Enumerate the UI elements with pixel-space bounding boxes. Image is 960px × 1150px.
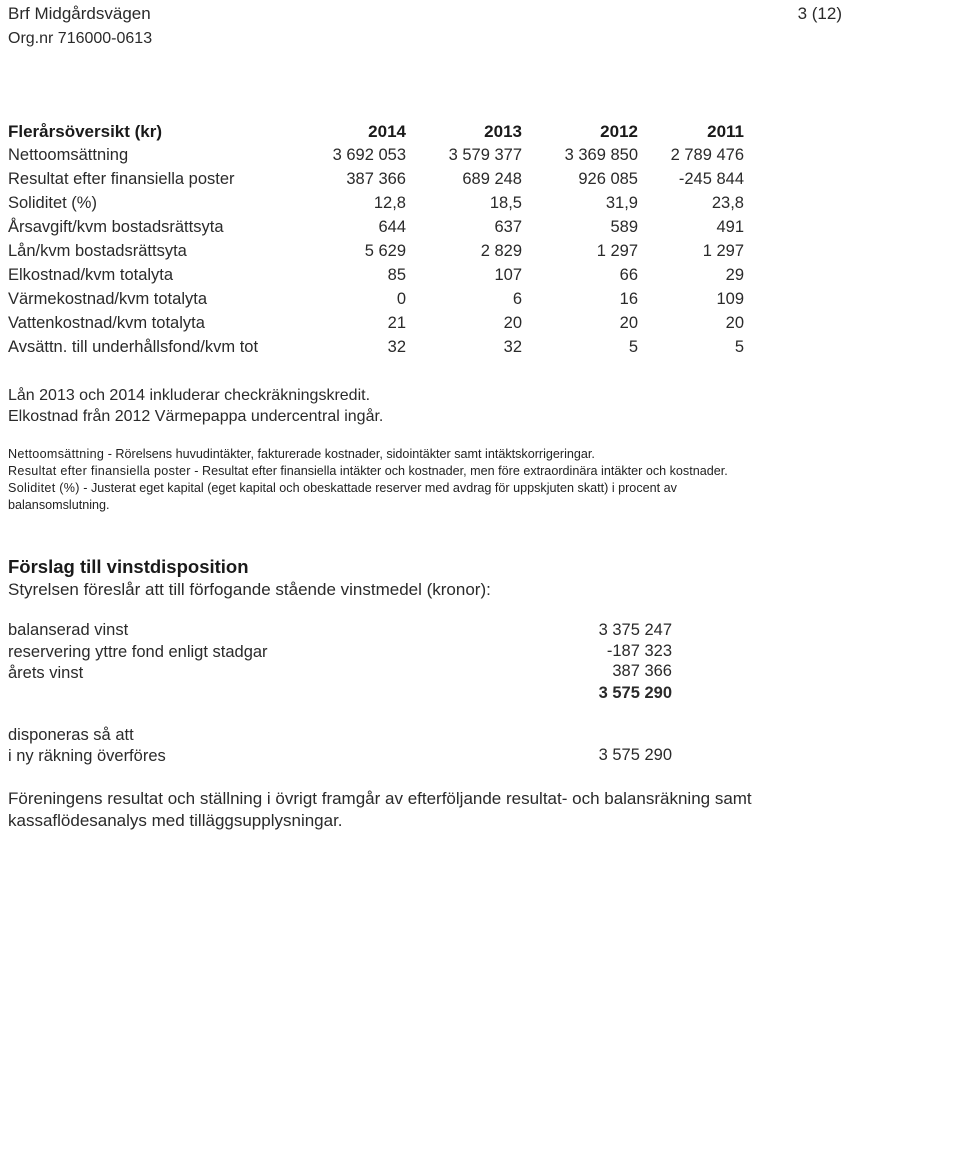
table-row	[8, 338, 748, 362]
cell-value: 0	[396, 290, 406, 308]
cell-value: 29	[725, 266, 744, 284]
cell-value: 12,8	[373, 194, 406, 212]
cell-value: 644	[378, 218, 406, 236]
cell-value: 21	[387, 314, 406, 332]
cell-value: 16	[619, 290, 638, 308]
org-number: Org.nr 716000-0613	[8, 30, 153, 47]
overview-title: Flerårsöversikt (kr)	[8, 122, 163, 141]
year-header: 2012	[600, 122, 638, 141]
closing-line: kassaflödesanalys med tilläggsupplysningar.	[8, 811, 343, 830]
disposed-label: disponeras så att	[8, 726, 134, 744]
allocation-label: reservering yttre fond enligt stadgar	[8, 643, 268, 661]
definition-line	[8, 463, 728, 480]
cell-value: 20	[503, 314, 522, 332]
allocation-total: 3 575 290	[598, 684, 672, 702]
cell-value: 20	[619, 314, 638, 332]
row-label: Årsavgift/kvm bostadsrättsyta	[8, 218, 224, 236]
cell-value: 109	[716, 290, 744, 308]
carried-forward-label: i ny räkning överföres	[8, 747, 166, 765]
cell-value: 1 297	[702, 242, 744, 260]
cell-value: 3 369 850	[564, 146, 638, 164]
cell-value: 3 579 377	[448, 146, 522, 164]
table-row	[8, 146, 748, 170]
allocation-amount: 387 366	[612, 662, 672, 680]
table-row	[8, 290, 748, 314]
association-name: Brf Midgårdsvägen	[8, 4, 151, 23]
definition-line	[8, 497, 110, 514]
cell-value: 5 629	[364, 242, 406, 260]
cell-value: 31,9	[605, 194, 638, 212]
cell-value: -245 844	[678, 170, 744, 188]
page-number: 3 (12)	[797, 4, 842, 23]
allocation-amount: -187 323	[606, 642, 672, 660]
table-row	[8, 194, 748, 218]
cell-value: 20	[725, 314, 744, 332]
cell-value: 23,8	[711, 194, 744, 212]
table-row	[8, 170, 748, 194]
allocation-amount: 3 375 247	[598, 621, 672, 639]
closing-line: Föreningens resultat och ställning i övrigt framgår av efterföljande resultat- och balansräkning samt	[8, 789, 752, 808]
section-title: Förslag till vinstdisposition	[8, 556, 249, 577]
cell-value: 3 692 053	[332, 146, 406, 164]
cell-value: 32	[387, 338, 406, 356]
row-label: Soliditet (%)	[8, 194, 97, 212]
definition-term: Resultat efter finansiella poster	[8, 464, 191, 478]
note-loans: Lån 2013 och 2014 inkluderar checkräkningskredit.	[8, 387, 371, 404]
cell-value: 6	[512, 290, 522, 308]
definition-line	[8, 480, 677, 497]
table-row	[8, 218, 748, 242]
definition-term: Soliditet (%)	[8, 481, 80, 495]
table-header-row	[8, 122, 748, 146]
definition-line	[8, 446, 595, 463]
table-row	[8, 266, 748, 290]
year-header: 2014	[368, 122, 406, 141]
row-label: Resultat efter finansiella poster	[8, 170, 235, 188]
cell-value: 66	[619, 266, 638, 284]
section-intro: Styrelsen föreslår att till förfogande stående vinstmedel (kronor):	[8, 580, 491, 599]
row-label: Vattenkostnad/kvm totalyta	[8, 314, 205, 332]
table-row	[8, 242, 748, 266]
cell-value: 1 297	[596, 242, 638, 260]
row-label: Nettoomsättning	[8, 146, 129, 164]
year-header: 2013	[484, 122, 522, 141]
cell-value: 85	[387, 266, 406, 284]
row-label: Elkostnad/kvm totalyta	[8, 266, 174, 284]
definition-text: - Justerat eget kapital (eget kapital och obeskattade reserver med avdrag för uppskjuten skatt) i procent av	[79, 481, 677, 495]
definition-text: - Rörelsens huvudintäkter, fakturerade kostnader, sidointäkter samt intäktskorrigeringar.	[104, 447, 595, 461]
cell-value: 926 085	[578, 170, 638, 188]
cell-value: 32	[503, 338, 522, 356]
note-electricity: Elkostnad från 2012 Värmepappa undercentral ingår.	[8, 408, 384, 425]
definition-text: balansomslutning.	[8, 498, 110, 512]
cell-value: 637	[494, 218, 522, 236]
cell-value: 387 366	[346, 170, 406, 188]
definition-term: Nettoomsättning	[8, 447, 105, 461]
cell-value: 5	[734, 338, 744, 356]
cell-value: 2 789 476	[670, 146, 744, 164]
carried-forward-amount: 3 575 290	[598, 746, 672, 764]
table-row	[8, 314, 748, 338]
cell-value: 689 248	[462, 170, 522, 188]
cell-value: 2 829	[480, 242, 522, 260]
year-header: 2011	[707, 122, 744, 141]
cell-value: 589	[610, 218, 638, 236]
allocation-label: balanserad vinst	[8, 621, 129, 639]
allocation-label: årets vinst	[8, 664, 84, 682]
row-label: Värmekostnad/kvm totalyta	[8, 290, 207, 308]
definition-text: - Resultat efter finansiella intäkter och kostnader, men före extraordinära intäkter och kostnader.	[190, 464, 728, 478]
multi-year-overview-table	[8, 122, 748, 362]
row-label: Avsättn. till underhållsfond/kvm tot	[8, 338, 259, 356]
row-label: Lån/kvm bostadsrättsyta	[8, 242, 187, 260]
cell-value: 5	[628, 338, 638, 356]
cell-value: 107	[494, 266, 522, 284]
cell-value: 18,5	[489, 194, 522, 212]
cell-value: 491	[716, 218, 744, 236]
